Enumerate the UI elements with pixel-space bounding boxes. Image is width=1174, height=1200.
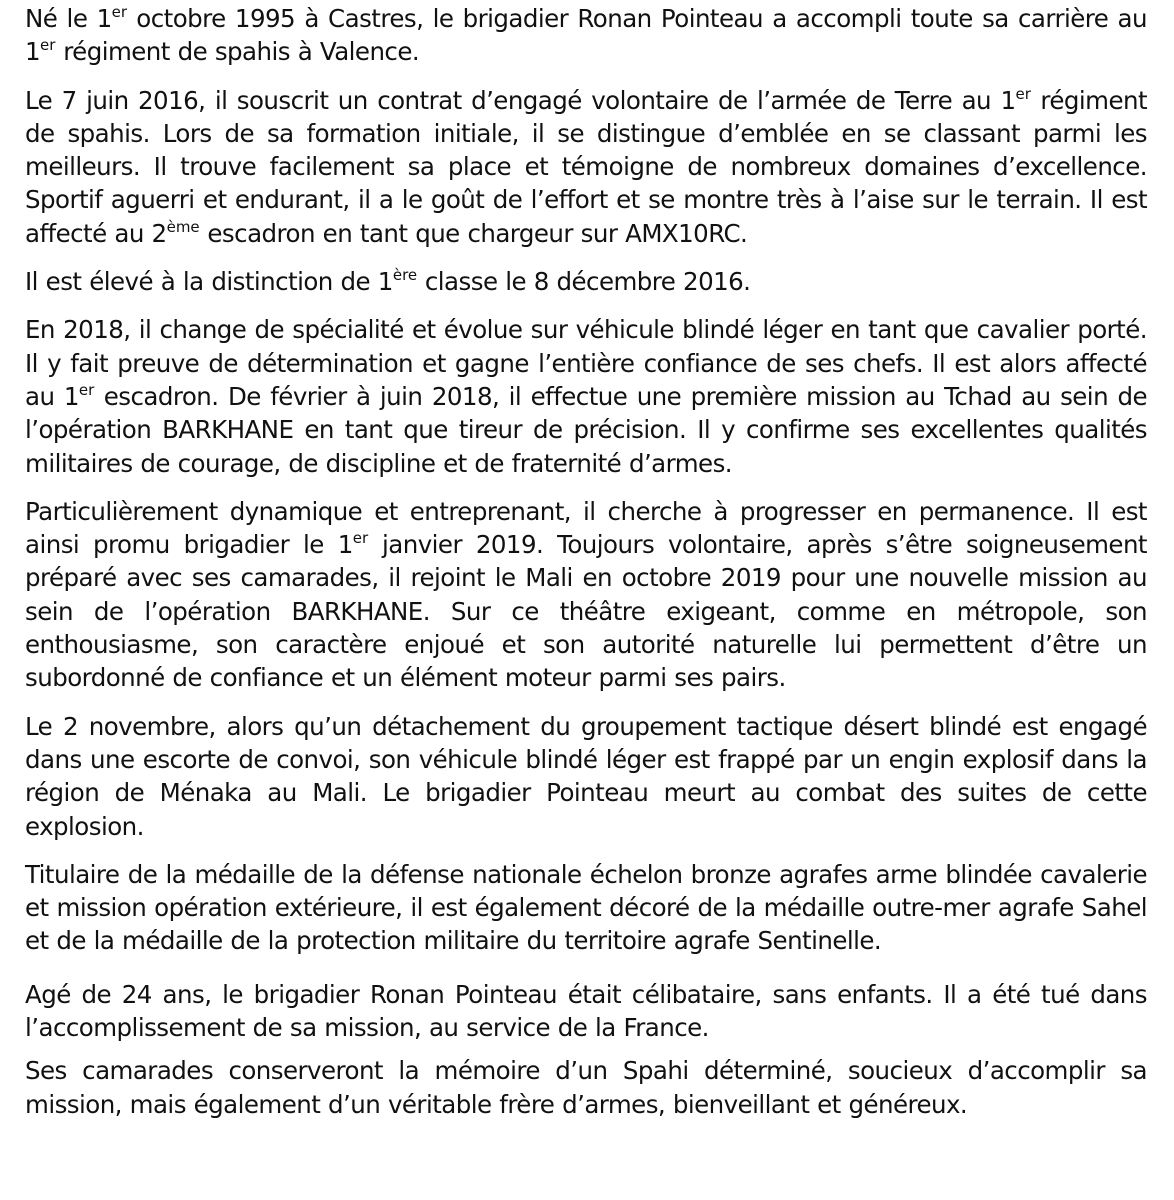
text-run: escadron. De février à juin 2018, il effectue une première mission au Tchad au sein de l’opération BARKHANE en tant que tireur de précision. Il y confirme ses excellentes qualités militaires de courage, de discipline et de fraternité d’armes. [25,381,1147,478]
text-run: Il est élevé à la distinction de 1 [25,267,393,297]
paragraph-decorations [25,858,1147,958]
ordinal-superscript: ère [392,266,418,285]
text-run: régiment de spahis à Valence. [55,37,420,67]
ordinal-superscript: er [1015,84,1031,103]
text-run: Particulièrement dynamique et entreprenant, il cherche à progresser en permanence. Il est ainsi promu brigadier le 1 [25,496,1147,560]
text-run: Le 2 novembre, alors qu’un détachement du groupement tactique désert blindé est engagé dans une escorte de convoi, son véhicule blindé léger est frappé par un engin explosif dans la région de Ménaka au Mali. Le brigadier Pointeau meurt au combat des suites de cette explosion. [25,711,1147,841]
paragraph-promotion [25,495,1147,695]
ordinal-superscript: ème [166,217,200,236]
text-run: Né le 1 [25,4,112,33]
text-run: régiment de spahis. Lors de sa formation initiale, il se distingue d’emblée en se classant parmi les meilleurs. Il trouve facilement sa place et témoigne de nombreux domaines d’excellence. Sportif aguerri et endurant, il a le goût de l’effort et se montre très à l’aise sur le terrain. Il est affecté au 2 [25,85,1147,248]
text-run: Ses camarades conserveront la mémoire d’un Spahi déterminé, soucieux d’accomplir sa mission, mais également d’un véritable frère d’armes, bienveillant et généreux. [25,1056,1147,1119]
text-run: Titulaire de la médaille de la défense nationale échelon bronze agrafes arme blindée cavalerie et mission opération extérieure, il est également décoré de la médaille outre-mer agrafe Sahel et de la médaille de la protection militaire du territoire agrafe Sentinelle. [25,859,1147,956]
text-run: Agé de 24 ans, le brigadier Ronan Pointeau était célibataire, sans enfants. Il a été tué dans l’accomplissement de sa mission, au service de la France. [25,979,1147,1043]
text-run: escadron en tant que chargeur sur AMX10RC. [199,218,748,248]
paragraph-tribute [25,1054,1147,1121]
text-run: Le 7 juin 2016, il souscrit un contrat d’engagé volontaire de l’armée de Terre au 1 [25,85,1016,115]
ordinal-superscript: er [111,3,128,21]
text-run: classe le 8 décembre 2016. [417,267,751,297]
ordinal-superscript: er [352,529,369,548]
paragraph-specialty-change [25,313,1147,479]
text-run: janvier 2019. Toujours volontaire, après s’être soigneusement préparé avec ses camarades, il rejoint le Mali en octobre 2019 pour une nouvelle mission au sein de l’opération BARKHANE. Sur ce théâtre exigeant, comme en métropole, son enthousiasme, son caractère enjoué et son autorité naturelle lui permettent d’être un subordonné de confiance et un élément moteur parmi ses pairs. [25,530,1147,693]
paragraph-birth [25,2,1147,69]
ordinal-superscript: er [40,36,56,55]
paragraph-distinction [25,265,1147,298]
paragraph-death [25,710,1147,843]
ordinal-superscript: er [78,380,95,399]
paragraph-age [25,978,1147,1045]
text-run: octobre 1995 à Castres, le brigadier Ronan Pointeau a accompli toute sa carrière au 1 [25,4,1147,67]
paragraph-enlistment [25,84,1147,250]
text-run: En 2018, il change de spécialité et évolue sur véhicule blindé léger en tant que cavalier porté. Il y fait preuve de détermination et gagne l’entière confiance de ses chefs. Il est alors affecté au 1 [25,315,1147,411]
